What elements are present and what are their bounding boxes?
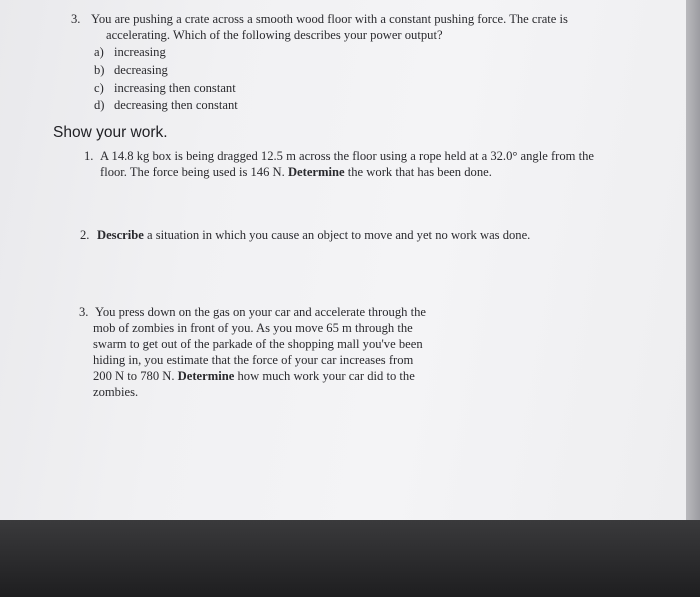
option-b-text: decreasing bbox=[114, 63, 168, 77]
problem-3-keyword: Determine bbox=[177, 369, 235, 383]
problem-2-line bbox=[97, 227, 530, 244]
problem-1-number: 1. bbox=[84, 149, 94, 163]
problem-2-keyword: Describe bbox=[97, 228, 144, 242]
problem-3-line-2: mob of zombies in front of you. As you move 65 m through the bbox=[93, 321, 413, 335]
problem-2-text: a situation in which you cause an object to move and yet no work was done. bbox=[147, 228, 531, 242]
problem-3-line-4: hiding in, you estimate that the force of your car increases from bbox=[93, 353, 414, 367]
problem-2-number: 2. bbox=[80, 228, 90, 242]
option-a-text: increasing bbox=[114, 45, 166, 59]
option-c-letter: c) bbox=[94, 81, 104, 95]
problem-1-line-2 bbox=[100, 164, 492, 181]
question-3-line-1: You are pushing a crate across a smooth wood floor with a constant pushing force. The crate is bbox=[91, 12, 568, 26]
option-a-letter: a) bbox=[94, 45, 104, 59]
section-heading: Show your work. bbox=[53, 124, 168, 141]
problem-3-line-5-end: how much work your car did to the bbox=[237, 369, 415, 383]
problem-3-line-6: zombies. bbox=[93, 385, 139, 399]
problem-1-line-1: A 14.8 kg box is being dragged 12.5 m across the floor using a rope held at a 32.0° angle from the bbox=[100, 149, 594, 163]
question-3-line-2: accelerating. Which of the following describes your power output? bbox=[106, 28, 443, 42]
option-c-text: increasing then constant bbox=[114, 81, 236, 95]
option-d-letter: d) bbox=[94, 98, 105, 112]
page-edge bbox=[686, 0, 700, 530]
background-surface bbox=[0, 520, 700, 597]
problem-3-line-5-text: 200 N to 780 N. bbox=[93, 369, 175, 383]
problem-1-line-2-end: the work that has been done. bbox=[347, 165, 492, 179]
problem-1-keyword: Determine bbox=[287, 165, 345, 179]
option-d-text: decreasing then constant bbox=[114, 98, 238, 112]
problem-3-line-3: swarm to get out of the parkade of the shopping mall you've been bbox=[93, 337, 423, 351]
question-3-number: 3. bbox=[71, 12, 81, 26]
problem-1-line-2-text: floor. The force being used is 146 N. bbox=[100, 165, 285, 179]
problem-3-number: 3. bbox=[79, 305, 89, 319]
option-b-letter: b) bbox=[94, 63, 105, 77]
problem-3-line-1: You press down on the gas on your car and accelerate through the bbox=[95, 305, 426, 319]
problem-3-line-5 bbox=[93, 368, 415, 385]
